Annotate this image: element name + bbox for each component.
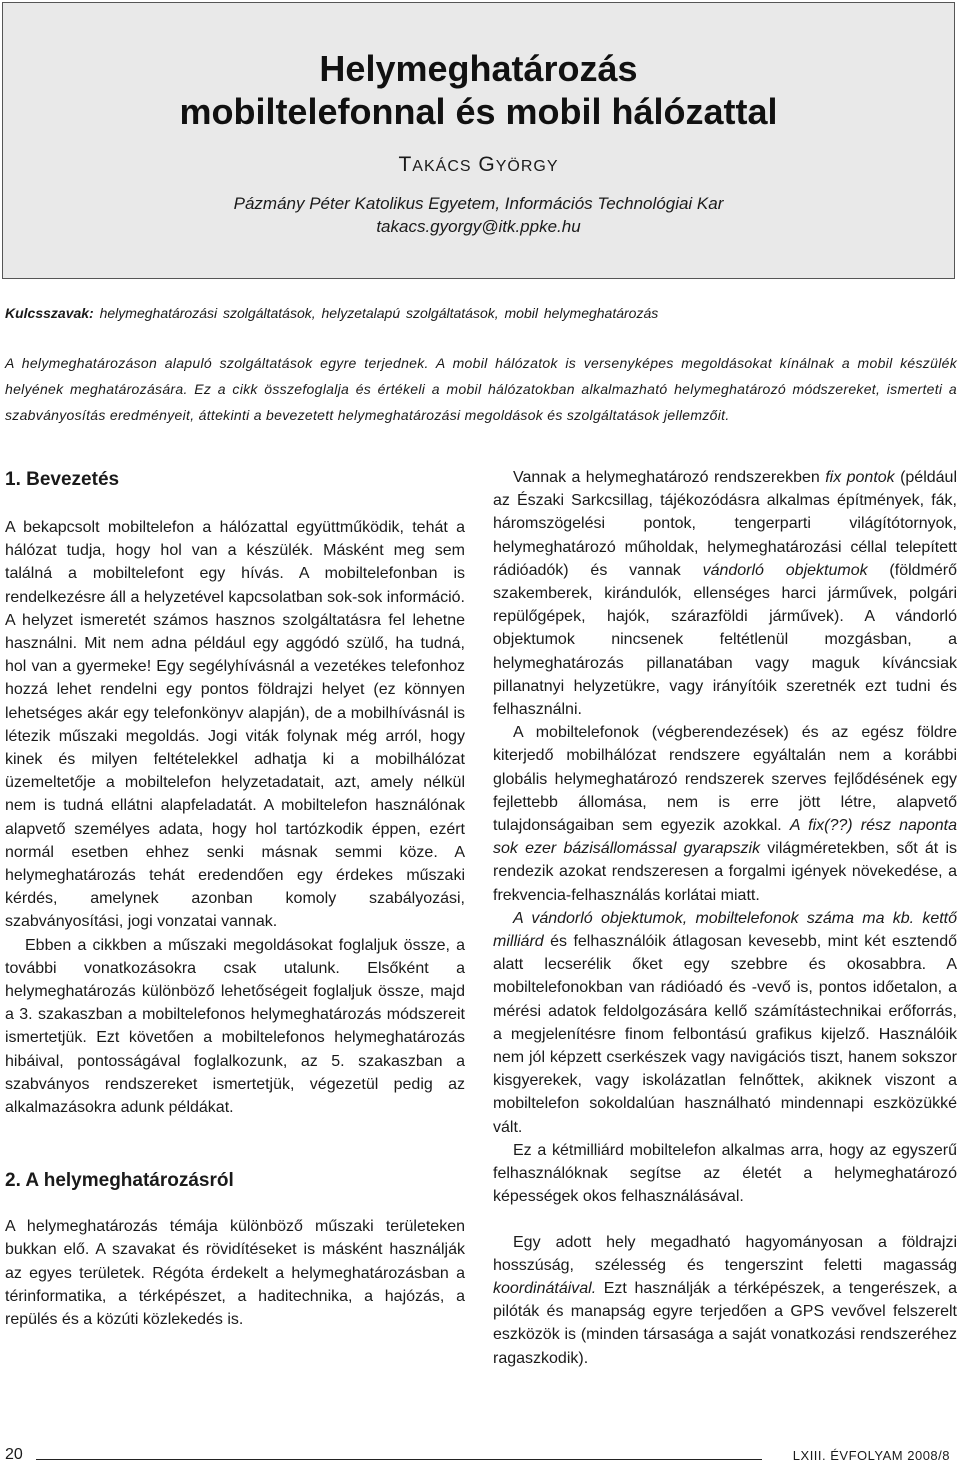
footer-rule bbox=[36, 1459, 762, 1460]
affiliation-block bbox=[3, 192, 954, 238]
author-last-rest: YÖRGY bbox=[495, 158, 559, 175]
author-first-rest: AKÁCS bbox=[412, 158, 472, 175]
article-title bbox=[3, 47, 954, 133]
keywords bbox=[5, 305, 658, 321]
section-1-heading: 1. Bevezetés bbox=[5, 469, 120, 490]
page-number: 20 bbox=[5, 1446, 23, 1463]
right-paragraph-4: Ez a kétmilliárd mobiltelefon alkalmas arra, hogy az egyszerű felhasználóknak segítse az életét a helymeghatározó képességek okos felhasználásával. bbox=[493, 1141, 957, 1206]
abstract: A helymeghatározáson alapuló szolgáltatások egyre terjednek. A mobil hálózatok is versenyképes megoldásokat kínálnak a mobil készülék helyének meghatározására. Ez a cikk összefoglalja és értékeli a mobil hálózatokban alkalmazható helymeghatározó módszereket, ismerteti a szabványosítás eredményeit, áttekinti a bevezetett helymeghatározási megoldások és szolgáltatások jellemzőit. bbox=[5, 355, 957, 423]
right-paragraph-5: Egy adott hely megadható hagyományosan a földrajzi hosszúság, szélesség és tengerszint feletti magasság koordinátáival. Ezt használják a térképészek, a tengerészek, a pilóták és manapság egyre terjedően a GPS vevővel felszerelt eszközök is (minden társasága a saját vonatkozási rendszeréhez ragaszkodik). bbox=[493, 1233, 957, 1367]
affiliation: Pázmány Péter Katolikus Egyetem, Információs Technológiai Kar bbox=[233, 194, 724, 213]
right-paragraph-2: A mobiltelefonok (végberendezések) és az egész földre kiterjedő mobilhálózat rendszere egyáltalán nem a korábbi globális helymeghatározó rendszerek szerves fejlődésének egy fejlettebb állomása, nem is erre jött létre, alapvető tulajdonságaiban sem egyezik azokkal. A fix(??) rész naponta sok ezer bázisállomással gyarapszik világméretekben, sőt át is rendezik azokat rendszeresen a forgalmi igények növekedése, a frekvencia-felhasználás korlátai miatt. bbox=[493, 724, 957, 904]
right-paragraph-3: A vándorló objektumok, mobiltelefonok száma ma kb. kettő milliárd és felhasználóik átlagosan kevesebb, mint két esztendő alatt lecserélik őket egy szebbre és okosabbra. A mobiltelefonokban van rádióadó és -vevő is, pontos időetalon, a mérési adatok feldolgozására kellő számítástechnikai erőforrás, a megjelenítésre finom felbontású grafikus kijelző. Használóik nem jól képzett cserkészek vagy navigációs tiszt, hanem sokszor kisgyerekek, vagy iskolázatlan felnőttek, akiknek viszont a mobiltelefon sokoldalúan használható mindennapi eszközükké vált. bbox=[493, 909, 957, 1136]
author-email: takacs.gyorgy@itk.ppke.hu bbox=[376, 217, 581, 236]
section-1-paragraph-1: A bekapcsolt mobiltelefon a hálózattal együttműködik, tehát a hálózat tudja, hogy hol van a készülék. Másként meg sem találná a mobiltelefont egy hívás. A mobiltelefonban is rendelkezésre áll a helyzetével kapcsolatban sok-sok információ. A helyzet ismeretét számos hasznos szolgáltatásra fel lehetne használni. Mit nem adna például egy aggódó szülő, ha tudná, hol van a gyermeke! Egy segélyhívásnál a vezetékes telefonhoz hozzá lehet rendelni egy pontos földrajzi helyet (ez könnyen lehetséges akár egy telefonkönyv alapján), de a mobilhívásnál is létezik műszaki megoldás. Jogi viták folynak még arról, hogy kinek és milyen feltételekkel adhatja ki a mobilhálózat üzemeltetője a mobiltelefon helyzetadatait, azt, amely nélkül nem is tudná ellátni alapfeladatát. A mobiltelefon használónak alapvető személyes adata, hogy hol tartózkodik éppen, ezért normál esetben ehhez senki másnak semmi köze. A helymeghatározás tehát eredendően egy érdekes műszaki kérdés, amelynek azonban komoly szabályozási, szabványosítási, jogi vonzatai vannak. bbox=[5, 519, 465, 931]
section-2-paragraph-1: A helymeghatározás témája különböző műszaki területeken bukkan elő. A szavakat és rövidítéseket is másként használják az egyes területek. Régóta érdekelt a helymeghatározásban a térinformatika, a térképészet, a haditechnika, a hajózás, a repülés és a közúti közlekedés is. bbox=[5, 1218, 465, 1329]
author-first-initial: T bbox=[398, 153, 413, 176]
author-name bbox=[3, 153, 954, 177]
keywords-label: Kulcsszavak: bbox=[5, 305, 94, 321]
right-paragraph-1: Vannak a helymeghatározó rendszerekben fix pontok (például az Északi Sarkcsillag, tájékozódásra alkalmas építmények, fák, háromszögelési pontok, tengerparti világítótornyok, helymeghatározó műholdak, helymeghatározási céllal telepített rádióadók) és vannak vándorló objektumok (földmérő szakemberek, kirándulók, ellenséges harci járművek, polgári repülőgépek, hajók, szárazföldi járművek). A vándorló objektumok nincsenek feltétlenül mozgásban, a helymeghatározás pillanatában vagy maguk kíváncsiak pillanatnyi helyzetükre, vagy irányítóik szeretnék ezt tudni és felhasználni. bbox=[493, 469, 958, 719]
title-line-1: Helymeghatározás bbox=[319, 48, 638, 89]
keywords-text: helymeghatározási szolgáltatások, helyzetalapú szolgáltatások, mobil helymeghatározás bbox=[99, 305, 659, 321]
section-1-paragraph-2: Ebben a cikkben a műszaki megoldásokat foglaljuk össze, a további vonatkozásokra csak utalunk. Elsőként a helymeghatározás különböző lehetőségeit foglaljuk össze, majd a 3. szakaszban a mobiltelefonos helymeghatározás módszereit ismertetjük. Ezt követően a mobiltelefonos helymeghatározás hibáival, pontosságával foglalkozunk, az 5. szakaszban a szabványos rendszereket ismertetjük, végezetül pedig az alkalmazásokra adunk példákat. bbox=[5, 936, 465, 1117]
right-column bbox=[493, 466, 957, 1370]
author-last-initial: G bbox=[478, 153, 496, 176]
title-box bbox=[2, 2, 955, 279]
title-line-2: mobiltelefonnal és mobil hálózattal bbox=[179, 91, 778, 132]
left-column bbox=[5, 466, 465, 1331]
section-2-heading: 2. A helymeghatározásról bbox=[5, 1170, 234, 1192]
journal-issue: LXIII. ÉVFOLYAM 2008/8 bbox=[792, 1448, 950, 1463]
